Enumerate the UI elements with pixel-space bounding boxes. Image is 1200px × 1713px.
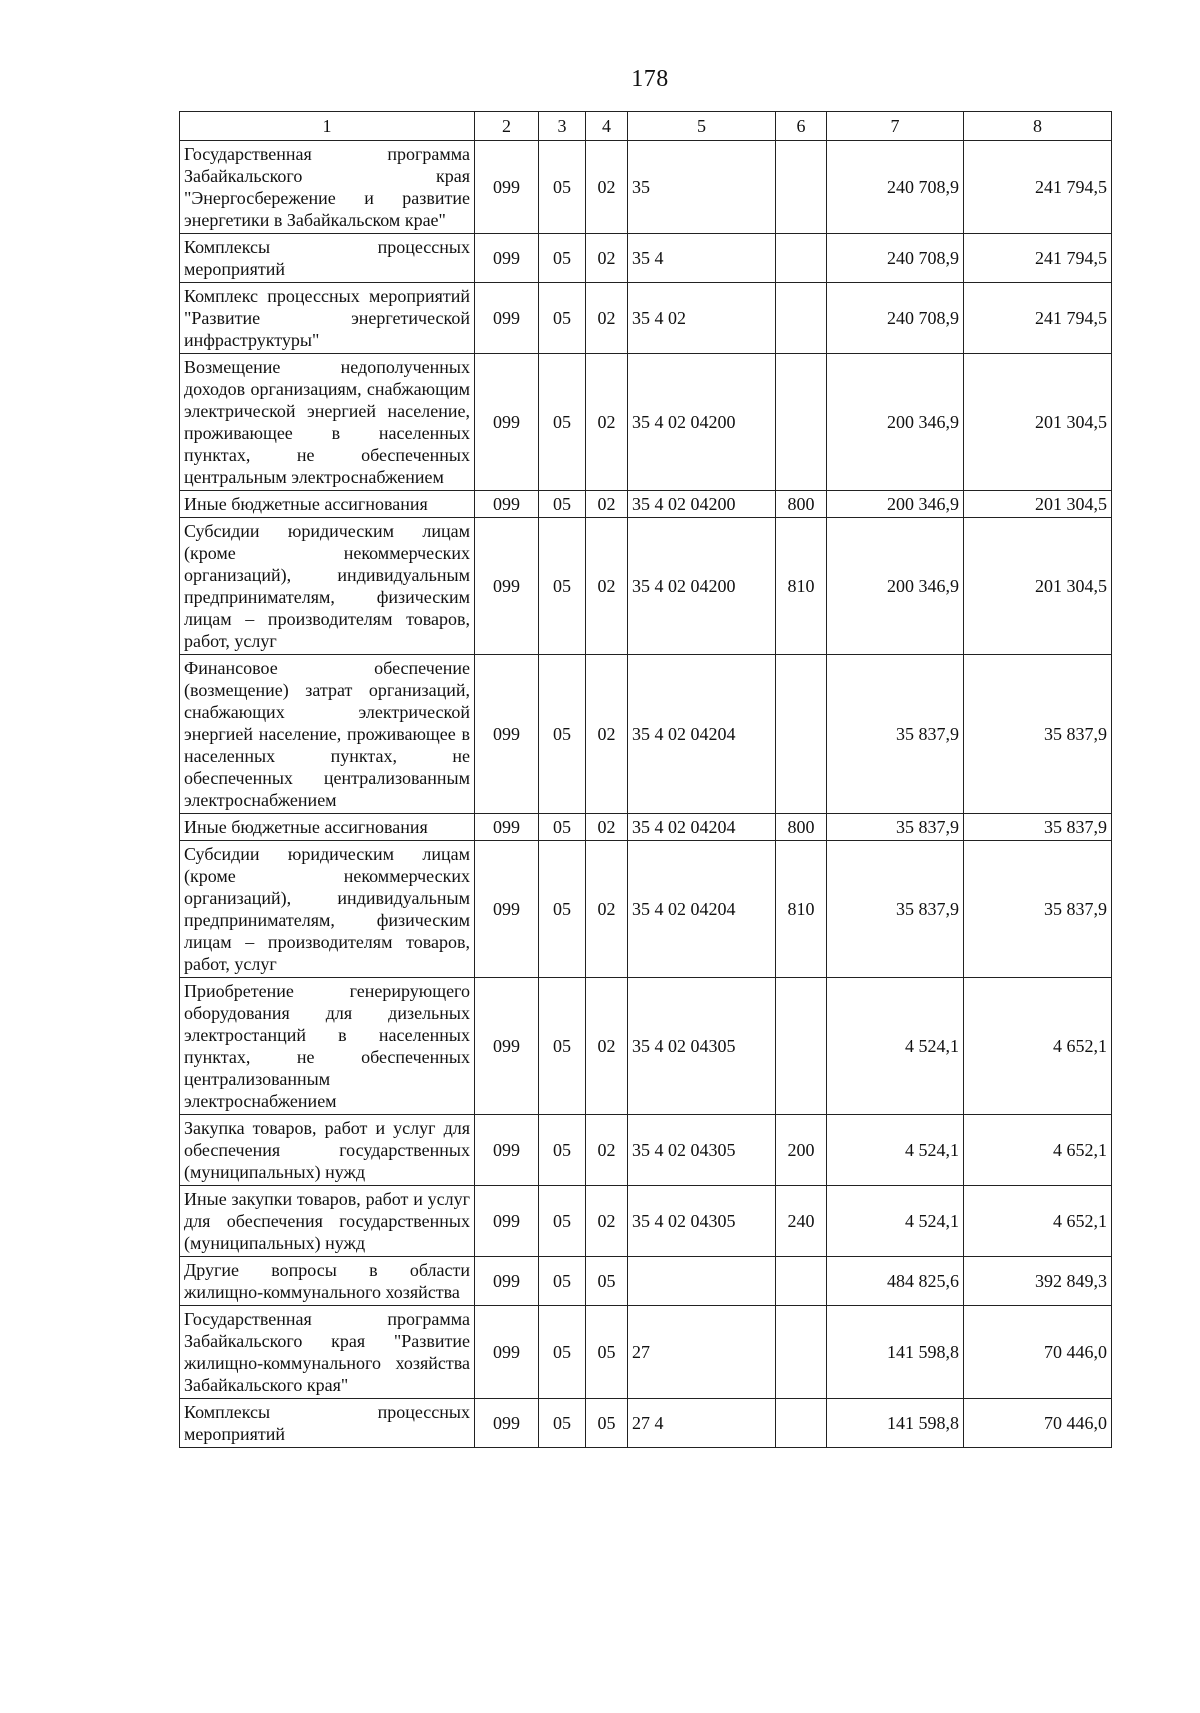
expense-name: Другие вопросы в области жилищно-коммунального хозяйства — [180, 1257, 475, 1306]
section-code: 05 — [539, 518, 586, 655]
target-article-code: 35 4 02 04200 — [628, 518, 776, 655]
target-article-code: 35 — [628, 141, 776, 234]
amount-year-2: 35 837,9 — [964, 655, 1112, 814]
ministry-code: 099 — [475, 283, 539, 354]
table-row — [180, 141, 1112, 234]
amount-year-1: 4 524,1 — [827, 1115, 964, 1186]
target-article-code: 35 4 02 04200 — [628, 491, 776, 518]
expense-name: Субсидии юридическим лицам (кроме некоммерческих организаций), индивидуальным предпринимателям, физическим лицам – производителям товаров, работ, услуг — [180, 518, 475, 655]
expense-name: Комплексы процессных мероприятий — [180, 1399, 475, 1448]
table-row — [180, 234, 1112, 283]
table-row — [180, 1306, 1112, 1399]
expense-type-code — [776, 141, 827, 234]
subsection-code: 02 — [586, 354, 628, 491]
amount-year-2: 70 446,0 — [964, 1399, 1112, 1448]
col-header-6: 6 — [776, 112, 827, 141]
expense-type-code: 240 — [776, 1186, 827, 1257]
section-code: 05 — [539, 814, 586, 841]
target-article-code: 35 4 02 04204 — [628, 655, 776, 814]
table-row — [180, 354, 1112, 491]
expense-type-code — [776, 1306, 827, 1399]
col-header-4: 4 — [586, 112, 628, 141]
ministry-code: 099 — [475, 518, 539, 655]
target-article-code: 27 — [628, 1306, 776, 1399]
expense-name: Приобретение генерирующего оборудования для дизельных электростанций в населенных пунктах, не обеспеченных централизованным электроснабжением — [180, 978, 475, 1115]
subsection-code: 02 — [586, 1186, 628, 1257]
section-code: 05 — [539, 978, 586, 1115]
section-code: 05 — [539, 841, 586, 978]
subsection-code: 02 — [586, 234, 628, 283]
amount-year-2: 241 794,5 — [964, 283, 1112, 354]
amount-year-2: 201 304,5 — [964, 491, 1112, 518]
section-code: 05 — [539, 234, 586, 283]
target-article-code: 35 4 02 04305 — [628, 978, 776, 1115]
subsection-code: 05 — [586, 1257, 628, 1306]
ministry-code: 099 — [475, 655, 539, 814]
section-code: 05 — [539, 1306, 586, 1399]
expense-type-code — [776, 354, 827, 491]
expense-type-code: 200 — [776, 1115, 827, 1186]
col-header-5: 5 — [628, 112, 776, 141]
amount-year-2: 241 794,5 — [964, 234, 1112, 283]
col-header-2: 2 — [475, 112, 539, 141]
table-row — [180, 518, 1112, 655]
table-row — [180, 1186, 1112, 1257]
expense-type-code — [776, 1399, 827, 1448]
amount-year-2: 70 446,0 — [964, 1306, 1112, 1399]
section-code: 05 — [539, 655, 586, 814]
amount-year-2: 4 652,1 — [964, 1186, 1112, 1257]
target-article-code: 35 4 — [628, 234, 776, 283]
subsection-code: 02 — [586, 141, 628, 234]
expense-type-code: 810 — [776, 518, 827, 655]
section-code: 05 — [539, 354, 586, 491]
col-header-7: 7 — [827, 112, 964, 141]
section-code: 05 — [539, 491, 586, 518]
ministry-code: 099 — [475, 978, 539, 1115]
target-article-code: 35 4 02 04204 — [628, 814, 776, 841]
col-header-3: 3 — [539, 112, 586, 141]
subsection-code: 02 — [586, 655, 628, 814]
ministry-code: 099 — [475, 1257, 539, 1306]
expense-type-code — [776, 283, 827, 354]
expense-name: Финансовое обеспечение (возмещение) затрат организаций, снабжающих электрической энергией население, проживающее в населенных пунктах, не обеспеченных централизованным электроснабжением — [180, 655, 475, 814]
expense-type-code — [776, 1257, 827, 1306]
table-row — [180, 655, 1112, 814]
table-row — [180, 283, 1112, 354]
amount-year-1: 4 524,1 — [827, 1186, 964, 1257]
section-code: 05 — [539, 1186, 586, 1257]
page-number: 178 — [631, 66, 669, 92]
section-code: 05 — [539, 283, 586, 354]
ministry-code: 099 — [475, 841, 539, 978]
table-row — [180, 978, 1112, 1115]
section-code: 05 — [539, 1257, 586, 1306]
ministry-code: 099 — [475, 1115, 539, 1186]
table-row — [180, 1399, 1112, 1448]
amount-year-2: 392 849,3 — [964, 1257, 1112, 1306]
amount-year-2: 35 837,9 — [964, 841, 1112, 978]
expense-type-code — [776, 655, 827, 814]
target-article-code: 27 4 — [628, 1399, 776, 1448]
subsection-code: 02 — [586, 1115, 628, 1186]
expense-name: Комплекс процессных мероприятий "Развитие энергетической инфраструктуры" — [180, 283, 475, 354]
ministry-code: 099 — [475, 141, 539, 234]
expense-name: Комплексы процессных мероприятий — [180, 234, 475, 283]
subsection-code: 02 — [586, 283, 628, 354]
section-code: 05 — [539, 1115, 586, 1186]
amount-year-1: 35 837,9 — [827, 814, 964, 841]
ministry-code: 099 — [475, 1186, 539, 1257]
expense-name: Субсидии юридическим лицам (кроме некоммерческих организаций), индивидуальным предпринимателям, физическим лицам – производителям товаров, работ, услуг — [180, 841, 475, 978]
amount-year-2: 35 837,9 — [964, 814, 1112, 841]
amount-year-1: 141 598,8 — [827, 1306, 964, 1399]
section-code: 05 — [539, 141, 586, 234]
expense-name: Иные закупки товаров, работ и услуг для обеспечения государственных (муниципальных) нужд — [180, 1186, 475, 1257]
amount-year-1: 35 837,9 — [827, 655, 964, 814]
amount-year-2: 201 304,5 — [964, 354, 1112, 491]
table-header — [180, 112, 1112, 141]
ministry-code: 099 — [475, 491, 539, 518]
amount-year-1: 141 598,8 — [827, 1399, 964, 1448]
header-row — [180, 112, 1112, 141]
amount-year-1: 240 708,9 — [827, 283, 964, 354]
target-article-code: 35 4 02 04305 — [628, 1186, 776, 1257]
subsection-code: 02 — [586, 814, 628, 841]
subsection-code: 02 — [586, 841, 628, 978]
ministry-code: 099 — [475, 234, 539, 283]
expense-name: Иные бюджетные ассигнования — [180, 814, 475, 841]
target-article-code: 35 4 02 04200 — [628, 354, 776, 491]
target-article-code — [628, 1257, 776, 1306]
table-row — [180, 1257, 1112, 1306]
amount-year-2: 4 652,1 — [964, 978, 1112, 1115]
amount-year-1: 200 346,9 — [827, 518, 964, 655]
expense-type-code: 800 — [776, 814, 827, 841]
section-code: 05 — [539, 1399, 586, 1448]
subsection-code: 05 — [586, 1399, 628, 1448]
amount-year-1: 240 708,9 — [827, 234, 964, 283]
expense-type-code — [776, 978, 827, 1115]
expense-name: Государственная программа Забайкальского края "Развитие жилищно-коммунального хозяйства Забайкальского края" — [180, 1306, 475, 1399]
amount-year-2: 4 652,1 — [964, 1115, 1112, 1186]
amount-year-2: 241 794,5 — [964, 141, 1112, 234]
subsection-code: 05 — [586, 1306, 628, 1399]
ministry-code: 099 — [475, 814, 539, 841]
amount-year-1: 4 524,1 — [827, 978, 964, 1115]
table-row — [180, 841, 1112, 978]
expense-type-code: 810 — [776, 841, 827, 978]
target-article-code: 35 4 02 04204 — [628, 841, 776, 978]
expense-name: Иные бюджетные ассигнования — [180, 491, 475, 518]
col-header-8: 8 — [964, 112, 1112, 141]
ministry-code: 099 — [475, 1399, 539, 1448]
table-row — [180, 491, 1112, 518]
expense-type-code: 800 — [776, 491, 827, 518]
amount-year-1: 35 837,9 — [827, 841, 964, 978]
ministry-code: 099 — [475, 354, 539, 491]
budget-table — [179, 111, 1112, 1448]
subsection-code: 02 — [586, 518, 628, 655]
amount-year-1: 200 346,9 — [827, 491, 964, 518]
expense-name: Государственная программа Забайкальского края "Энергосбережение и развитие энергетики в Забайкальском крае" — [180, 141, 475, 234]
amount-year-2: 201 304,5 — [964, 518, 1112, 655]
target-article-code: 35 4 02 04305 — [628, 1115, 776, 1186]
amount-year-1: 240 708,9 — [827, 141, 964, 234]
col-header-1: 1 — [180, 112, 475, 141]
ministry-code: 099 — [475, 1306, 539, 1399]
target-article-code: 35 4 02 — [628, 283, 776, 354]
table-row — [180, 814, 1112, 841]
amount-year-1: 200 346,9 — [827, 354, 964, 491]
amount-year-1: 484 825,6 — [827, 1257, 964, 1306]
expense-name: Возмещение недополученных доходов организациям, снабжающим электрической энергией население, проживающее в населенных пунктах, не обеспеченных центральным электроснабжением — [180, 354, 475, 491]
table-body — [180, 141, 1112, 1448]
table-row — [180, 1115, 1112, 1186]
expense-type-code — [776, 234, 827, 283]
expense-name: Закупка товаров, работ и услуг для обеспечения государственных (муниципальных) нужд — [180, 1115, 475, 1186]
subsection-code: 02 — [586, 491, 628, 518]
subsection-code: 02 — [586, 978, 628, 1115]
